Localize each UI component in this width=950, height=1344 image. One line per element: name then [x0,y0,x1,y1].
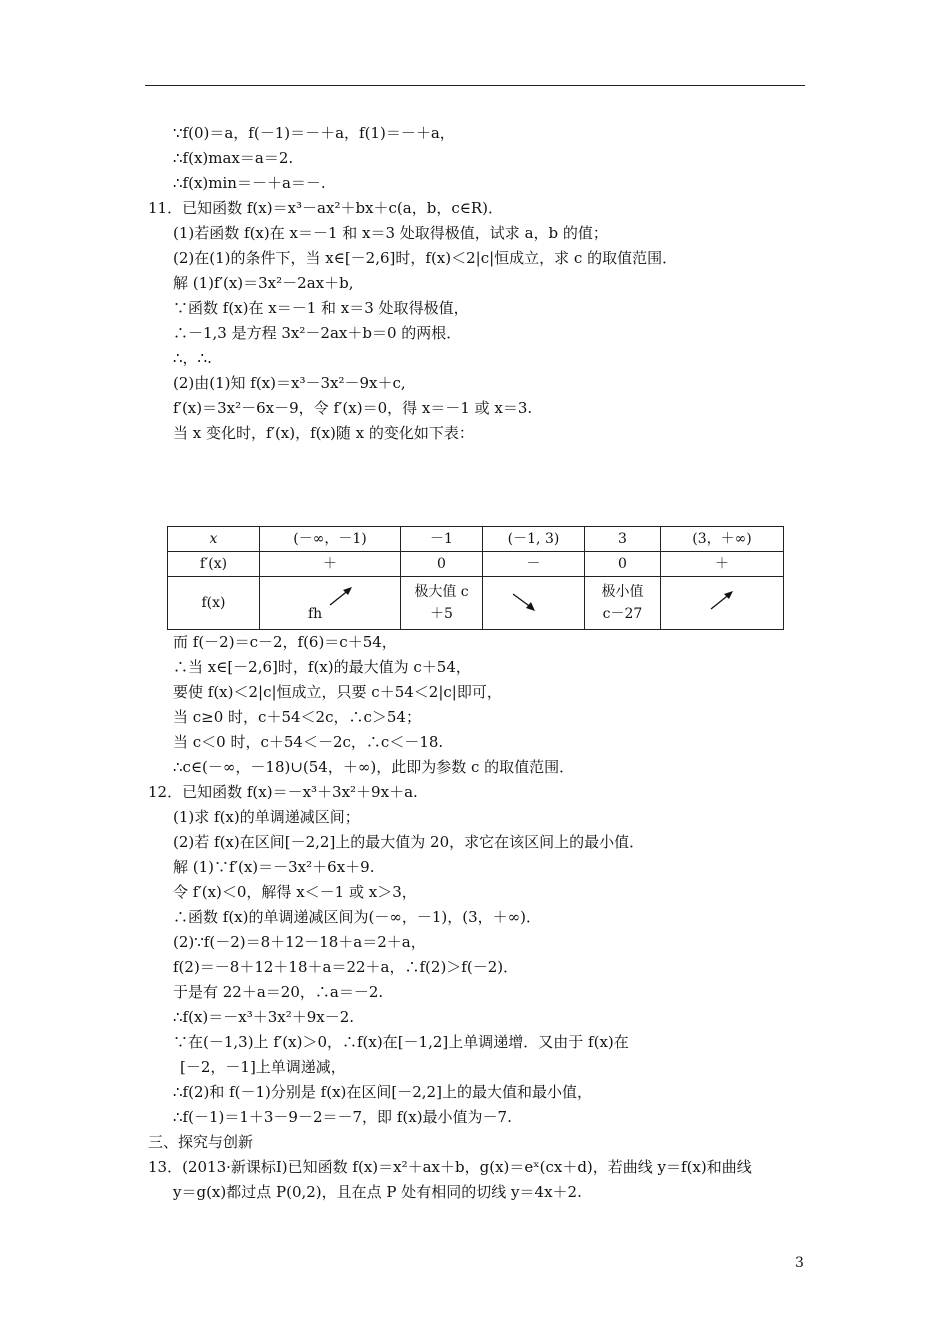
text-line: (1)求 f(x)的单调递减区间； [173,808,360,826]
table-cell [661,577,784,630]
table-cell: － [483,552,585,577]
arrow-down-right-icon [511,591,537,613]
table-cell [585,577,661,630]
text-line: 令 f′(x)＜0，解得 x＜－1 或 x＞3， [173,883,417,901]
table-row [168,577,784,630]
table-cell [401,577,483,630]
problem-11-heading: 11．已知函数 f(x)＝x³－ax²＋bx＋c(a，b，c∈R)． [148,199,503,217]
text-line: f(2)＝－8＋12＋18＋a＝22＋a，∴f(2)＞f(－2)． [173,958,519,976]
text-line: ∴f(x)max＝a＝2. [173,149,294,167]
text-line: ∴－1,3 是方程 3x²－2ax＋b＝0 的两根． [173,324,462,342]
max-value-label: 极大值 c [414,584,469,600]
table-cell: －1 [401,527,483,552]
table-cell: 0 [401,552,483,577]
text-line: ∴f(－1)＝1＋3－9－2＝－7，即 f(x)最小值为－7. [173,1108,512,1126]
min-value-label: 极小值 [601,584,644,600]
text-line: ∵函数 f(x)在 x＝－1 和 x＝3 处取得极值， [173,299,469,317]
text-line: (2)在(1)的条件下，当 x∈[－2,6]时，f(x)＜2|c|恒成立，求 c 的取值范围． [173,249,678,267]
text-line: 当 c≥0 时，c＋54＜2c，∴c＞54； [173,708,421,726]
text-line: ∴函数 f(x)的单调递减区间为(－∞，－1)，(3，＋∞)． [173,908,541,926]
table-row [168,527,784,552]
table-cell [483,577,585,630]
header-rule [145,85,805,86]
table-cell: f(x) [168,577,260,630]
text-line: 当 x 变化时，f′(x)，f(x)随 x 的变化如下表： [173,424,474,442]
table-cell: ＋ [661,552,784,577]
table-cell: 0 [585,552,661,577]
text-line: f′(x)＝3x²－6x－9，令 f′(x)＝0，得 x＝－1 或 x＝3. [173,399,533,417]
text-line: ∴f(x)min＝－＋a＝－. [173,174,326,192]
text-line: ∴c∈(－∞，－18)∪(54，＋∞)，此即为参数 c 的取值范围． [173,758,575,776]
text-line: 而 f(－2)＝c－2，f(6)＝c＋54， [173,633,397,651]
section-heading: 三、探究与创新 [148,1133,254,1151]
table-cell [260,577,401,630]
problem-13-heading: 13．(2013·新课标Ⅰ)已知函数 f(x)＝x²＋ax＋b，g(x)＝eˣ(cx＋d)，若曲线 y＝f(x)和曲线 [148,1158,752,1176]
fh-label: fh [308,606,323,622]
table-cell: 3 [585,527,661,552]
text-line: (2)由(1)知 f(x)＝x³－3x²－9x＋c, [173,374,406,392]
text-line: 当 c＜0 时，c＋54＜－2c，∴c＜－18. [173,733,444,751]
table-cell: (－1, 3) [483,527,585,552]
text-line: [－2，－1]上单调递减， [180,1058,346,1076]
max-value-expr: ＋5 [430,606,453,622]
min-value-expr: c－27 [602,606,643,622]
text-line: ∴f(x)＝－x³＋3x²＋9x－2. [173,1008,355,1026]
text-line: 于是有 22＋a＝20，∴a＝－2. [173,983,384,1001]
table-row [168,552,784,577]
problem-12-heading: 12．已知函数 f(x)＝－x³＋3x²＋9x＋a. [148,783,418,801]
text-line: (2)∵f(－2)＝8＋12－18＋a＝2＋a， [173,933,426,951]
text-line: y＝g(x)都过点 P(0,2)，且在点 P 处有相同的切线 y＝4x＋2. [173,1183,582,1201]
table-cell: f′(x) [168,552,260,577]
text-line: ∴f(2)和 f(－1)分别是 f(x)在区间[－2,2]上的最大值和最小值， [173,1083,592,1101]
table-cell: x [168,527,260,552]
text-line: ∴当 x∈[－2,6]时，f(x)的最大值为 c＋54， [173,658,471,676]
text-line: 解 (1)∵f′(x)＝－3x²＋6x＋9. [173,858,375,876]
table-cell: (3，＋∞) [661,527,784,552]
text-line: 解 (1)f′(x)＝3x²－2ax＋b, [173,274,354,292]
variation-table [167,526,784,630]
text-line: (1)若函数 f(x)在 x＝－1 和 x＝3 处取得极值，试求 a，b 的值； [173,224,608,242]
table-cell: ＋ [260,552,401,577]
arrow-up-right-icon [328,585,354,607]
text-line: (2)若 f(x)在区间[－2,2]上的最大值为 20，求它在该区间上的最小值． [173,833,645,851]
text-line: ∵f(0)＝a，f(－1)＝－＋a，f(1)＝－＋a， [173,124,455,142]
table-cell: (－∞，－1) [260,527,401,552]
text-line: 要使 f(x)＜2|c|恒成立，只要 c＋54＜2|c|即可， [173,683,502,701]
arrow-up-right-icon [709,589,735,611]
text-line: ∵在(－1,3)上 f′(x)＞0，∴f(x)在[－1,2]上单调递增．又由于 f(x)在 [173,1033,629,1051]
text-line: ∴，∴. [173,349,212,367]
page-number: 3 [795,1255,804,1271]
